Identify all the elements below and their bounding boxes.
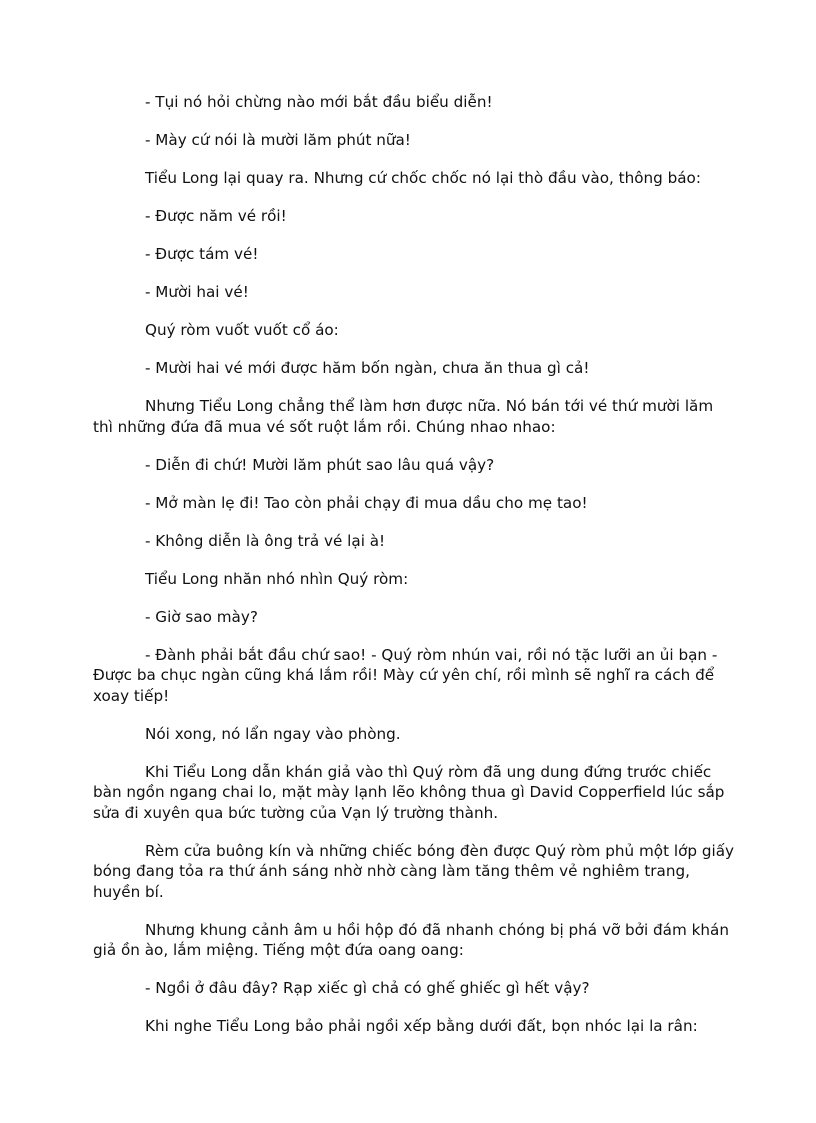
paragraph	[145, 1016, 735, 1037]
text-line: Nhưng khung cảnh âm u hồi hộp đó đã nhanh chóng bị phá vỡ bởi đám khán	[145, 920, 729, 939]
paragraph	[145, 724, 735, 745]
text-line: - Mở màn lẹ đi! Tao còn phải chạy đi mua dầu cho mẹ tao!	[145, 493, 588, 512]
text-line: Được ba chục ngàn cũng khá lắm rồi! Mày cứ yên chí, rồi mình sẽ nghĩ ra cách để	[93, 666, 715, 684]
text-line: Tiểu Long lại quay ra. Nhưng cứ chốc chốc nó lại thò đầu vào, thông báo:	[145, 169, 701, 187]
paragraph	[93, 645, 735, 707]
text-line: sửa đi xuyên qua bức tường của Vạn lý trường thành.	[93, 803, 499, 822]
text-line: - Ngồi ở đâu đây? Rạp xiếc gì chả có ghế ghiếc gì hết vậy?	[145, 979, 590, 997]
text-line: bàn ngồn ngang chai lo, mặt mày lạnh lẽo không thua gì David Copperfield lúc sắp	[93, 783, 725, 801]
paragraph	[145, 569, 735, 590]
paragraph	[145, 607, 735, 628]
paragraph	[145, 358, 735, 379]
text-line: Quý ròm vuốt vuốt cổ áo:	[145, 321, 339, 339]
paragraph	[145, 531, 735, 552]
text-line: - Được năm vé rồi!	[145, 207, 287, 225]
paragraph	[93, 841, 735, 903]
paragraph	[145, 455, 735, 476]
text-line: Khi nghe Tiểu Long bảo phải ngồi xếp bằng dưới đất, bọn nhóc lại la rân:	[145, 1017, 698, 1035]
text-line: giả ồn ào, lắm miệng. Tiếng một đứa oang oang:	[93, 941, 464, 959]
text-line: - Mày cứ nói là mười lăm phút nữa!	[145, 131, 411, 149]
text-line: - Mười hai vé mới được hăm bốn ngàn, chưa ăn thua gì cả!	[145, 359, 590, 377]
paragraph	[145, 168, 735, 189]
text-line: - Đành phải bắt đầu chứ sao! - Quý ròm nhún vai, rồi nó tặc lưỡi an ủi bạn -	[145, 645, 718, 664]
paragraph	[145, 282, 735, 303]
text-line: - Diễn đi chứ! Mười lăm phút sao lâu quá vậy?	[145, 455, 495, 474]
text-line: thì những đứa đã mua vé sốt ruột lắm rồi. Chúng nhao nhao:	[93, 417, 556, 436]
text-line: Khi Tiểu Long dẫn khán giả vào thì Quý ròm đã ung dung đứng trước chiếc	[145, 762, 712, 781]
text-line: Tiểu Long nhăn nhó nhìn Quý ròm:	[145, 569, 409, 588]
paragraph	[145, 493, 735, 514]
paragraph	[145, 244, 735, 265]
text-line: - Mười hai vé!	[145, 283, 249, 301]
paragraph	[93, 920, 735, 961]
paragraph	[93, 396, 735, 437]
text-line: xoay tiếp!	[93, 686, 170, 705]
text-line: Rèm cửa buông kín và những chiếc bóng đèn được Quý ròm phủ một lớp giấy	[145, 841, 735, 860]
paragraph	[145, 92, 735, 113]
text-line: - Giờ sao mày?	[145, 607, 258, 626]
paragraph	[145, 320, 735, 341]
text-line: - Tụi nó hỏi chừng nào mới bắt đầu biểu diễn!	[145, 93, 493, 111]
text-line: - Không diễn là ông trả vé lại à!	[145, 531, 386, 550]
story-text	[93, 92, 735, 1054]
text-line: huyền bí.	[93, 882, 164, 901]
paragraph	[145, 206, 735, 227]
text-line: Nói xong, nó lẩn ngay vào phòng.	[145, 724, 401, 743]
paragraph	[145, 978, 735, 999]
text-line: - Được tám vé!	[145, 245, 259, 263]
paragraph	[145, 130, 735, 151]
paragraph	[93, 762, 735, 824]
text-line: Nhưng Tiểu Long chẳng thể làm hơn được nữa. Nó bán tới vé thứ mười lăm	[145, 397, 714, 415]
text-line: bóng đang tỏa ra thứ ánh sáng nhờ nhờ càng làm tăng thêm vẻ nghiêm trang,	[93, 862, 690, 880]
